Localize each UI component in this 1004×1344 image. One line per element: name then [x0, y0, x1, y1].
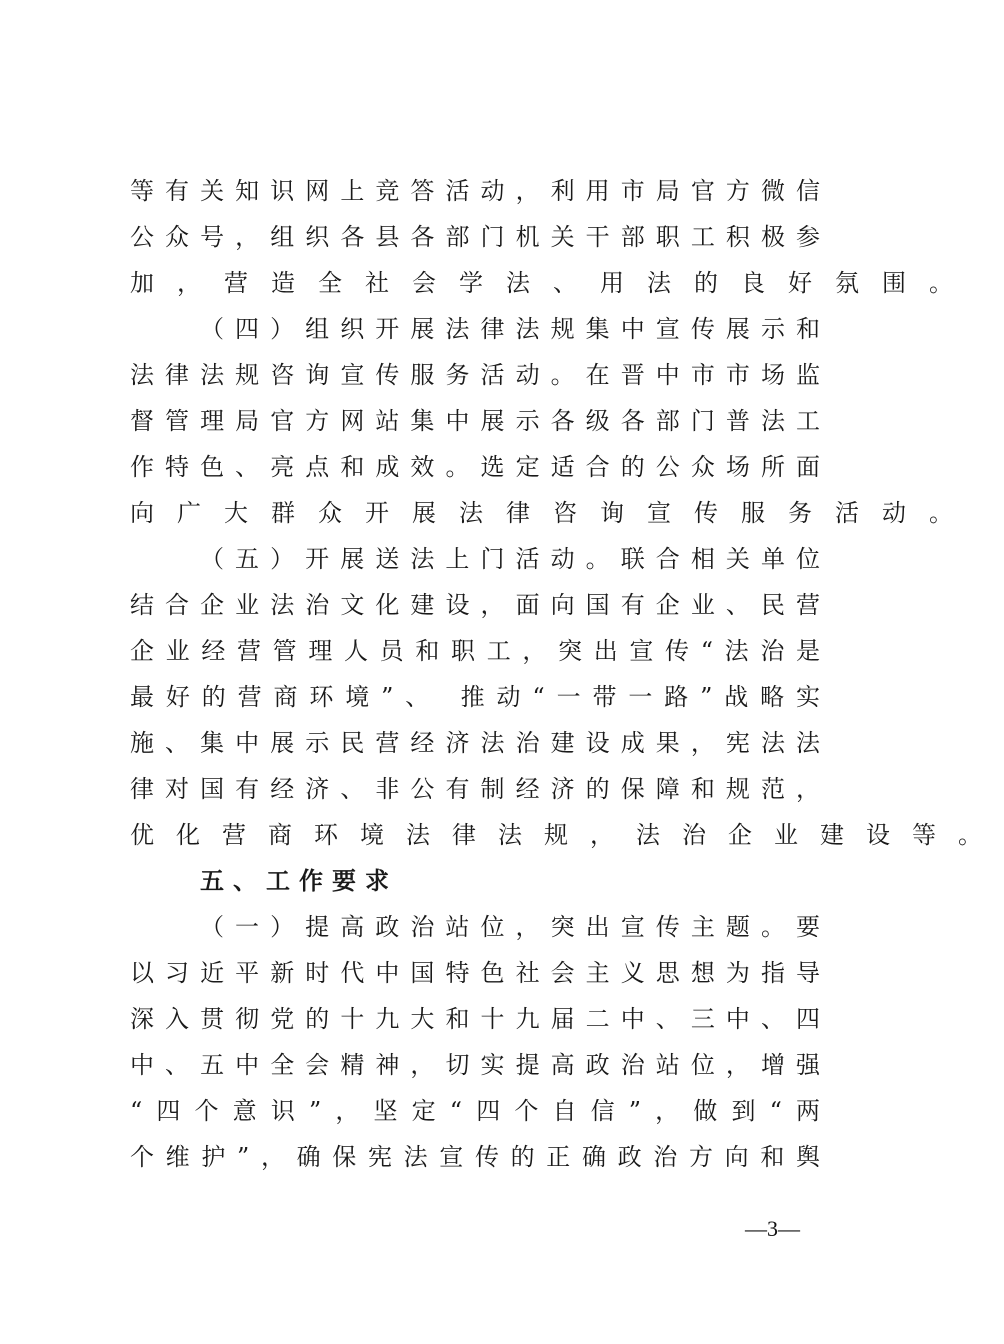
text-line: 加，营造全社会学法、用法的良好氛围。: [130, 269, 976, 297]
text-line: 深入贯彻党的十九大和十九届二中、三中、四: [130, 1005, 820, 1033]
text-line: 施、集中展示民营经济法治建设成果，宪法法: [130, 729, 820, 757]
text-line: 公众号，组织各县各部门机关干部职工积极参: [130, 223, 820, 251]
text-line: 个维护”，确保宪法宣传的正确政治方向和舆: [130, 1143, 820, 1171]
text-line: 优化营商环境法律法规，法治企业建设等。: [130, 821, 1004, 849]
section-heading: 五、工作要求: [200, 867, 398, 895]
paragraph-start-line: （五）开展送法上门活动。联合相关单位: [200, 545, 820, 573]
paragraph-start-line: （一）提高政治站位，突出宣传主题。要: [200, 913, 820, 941]
text-line: 结合企业法治文化建设，面向国有企业、民营: [130, 591, 820, 619]
text-line: 督管理局官方网站集中展示各级各部门普法工: [130, 407, 820, 435]
text-line: 等有关知识网上竞答活动，利用市局官方微信: [130, 177, 820, 205]
paragraph-start-line: （四）组织开展法律法规集中宣传展示和: [200, 315, 820, 343]
text-line: 向广大群众开展法律咨询宣传服务活动。: [130, 499, 976, 527]
text-line: 中、五中全会精神，切实提高政治站位，增强: [130, 1051, 820, 1079]
text-line: 最好的营商环境”、 推动“一带一路”战略实: [130, 683, 820, 711]
text-line: 法律法规咨询宣传服务活动。在晋中市市场监: [130, 361, 820, 389]
text-line: “四个意识”，坚定“四个自信”，做到“两: [130, 1097, 820, 1125]
text-line: 律对国有经济、非公有制经济的保障和规范，: [130, 775, 820, 803]
page-number: —3—: [745, 1216, 800, 1241]
text-line: 以习近平新时代中国特色社会主义思想为指导: [130, 959, 820, 987]
text-line: 企业经营管理人员和职工，突出宣传“法治是: [130, 637, 820, 665]
text-line: 作特色、亮点和成效。选定适合的公众场所面: [130, 453, 820, 481]
